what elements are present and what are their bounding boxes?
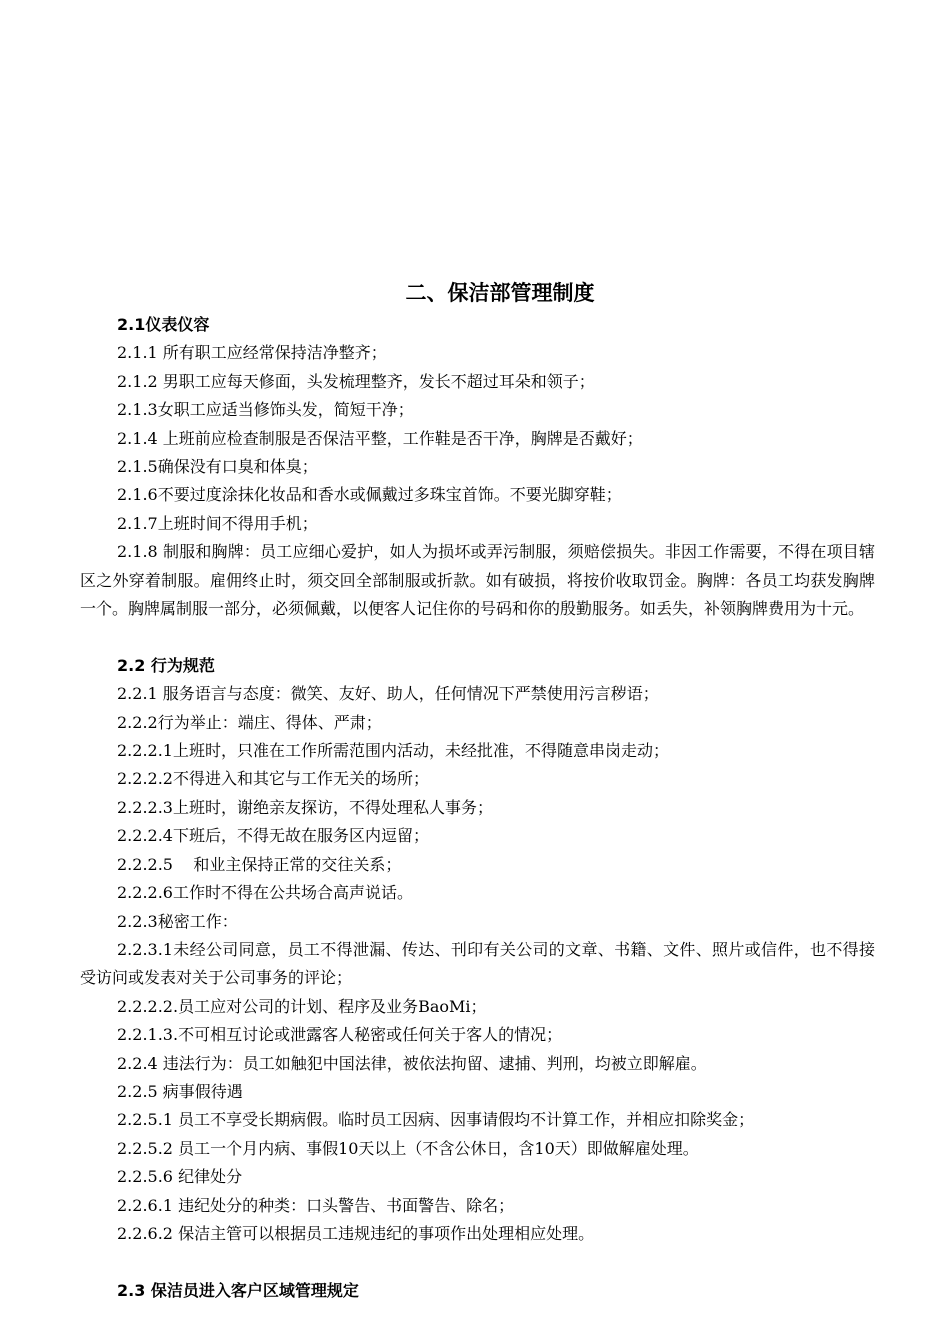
clause-2-2-2-5: 2.2.2.5 和业主保持正常的交往关系；	[117, 854, 402, 874]
clause-2-2-2-2: 2.2.2.2不得进入和其它与工作无关的场所；	[117, 769, 429, 789]
clause-2-2-1: 2.2.1 服务语言与态度：微笑、友好、助人，任何情况下严禁使用污言秽语；	[117, 684, 659, 704]
document-body	[80, 311, 875, 1305]
clause-2-2-2: 2.2.2行为举止：端庄、得体、严肃；	[117, 712, 382, 732]
clause-2-2-5-6: 2.2.5.6 纪律处分	[117, 1167, 243, 1187]
clause-2-2-5: 2.2.5 病事假待遇	[117, 1081, 243, 1101]
clause-2-1-1: 2.1.1 所有职工应经常保持洁净整齐；	[117, 343, 387, 363]
clause-2-1-4: 2.1.4 上班前应检查制服是否保洁平整，工作鞋是否干净，胸牌是否戴好；	[117, 428, 643, 448]
clause-2-2-5-2: 2.2.5.2 员工一个月内病、事假10天以上（不含公休日，含10天）即做解雇处理。	[117, 1138, 699, 1158]
clause-2-2-2-3: 2.2.2.3上班时，谢绝亲友探访，不得处理私人事务；	[117, 797, 493, 817]
clause-2-2-2-2-b: 2.2.2.2.员工应对公司的计划、程序及业务BaoMi；	[117, 996, 487, 1016]
clause-2-2-4: 2.2.4 违法行为：员工如触犯中国法律，被依法拘留、逮捕、判刑，均被立即解雇。	[117, 1053, 707, 1073]
clause-2-1-6: 2.1.6不要过度涂抹化妆品和香水或佩戴过多珠宝首饰。不要光脚穿鞋；	[117, 485, 622, 505]
clause-2-2-3: 2.2.3秘密工作：	[117, 911, 238, 931]
spacer	[80, 623, 875, 651]
clause-2-2-1-3: 2.2.1.3.不可相互讨论或泄露客人秘密或任何关于客人的情况；	[117, 1025, 563, 1045]
clause-2-1-5: 2.1.5确保没有口臭和体臭；	[117, 457, 318, 477]
clause-2-2-2-1: 2.2.2.1上班时，只准在工作所需范围内活动，未经批准，不得随意串岗走动；	[117, 741, 669, 761]
section-heading-2-1: 2.1仪表仪容	[117, 315, 210, 334]
clause-2-1-3: 2.1.3女职工应适当修饰头发，简短干净；	[117, 400, 414, 420]
clause-2-2-6-1: 2.2.6.1 违纪处分的种类：口头警告、书面警告、除名；	[117, 1195, 515, 1215]
clause-2-2-5-1: 2.2.5.1 员工不享受长期病假。临时员工因病、因事请假均不计算工作，并相应扣除奖金；	[117, 1110, 755, 1130]
clause-2-1-2: 2.1.2 男职工应每天修面，头发梳理整齐，发长不超过耳朵和领子；	[117, 371, 595, 391]
section-heading-2-2: 2.2 行为规范	[117, 655, 215, 675]
spacer	[80, 1248, 875, 1276]
clause-2-2-3-1: 2.2.3.1未经公司同意，员工不得泄漏、传达、刊印有关公司的文章、书籍、文件、照片或信件，也不得接受访问或发表对关于公司事务的评论；	[80, 939, 875, 988]
clause-2-2-6-2: 2.2.6.2 保洁主管可以根据员工违规违纪的事项作出处理相应处理。	[117, 1223, 595, 1243]
clause-2-1-8: 2.1.8 制服和胸牌：员工应细心爱护，如人为损坏或弄污制服，须赔偿损失。非因工作需要，不得在项目辖区之外穿着制服。雇佣终止时，须交回全部制服或折款。如有破损，将按价收取罚金。胸牌：各员工均获发胸牌一个。胸牌属制服一部分，必须佩戴，以便客人记住你的号码和你的殷勤服务。如丢失，补领胸牌费用为十元。	[80, 542, 875, 619]
clause-2-1-7: 2.1.7上班时间不得用手机；	[117, 513, 318, 533]
section-heading-2-3: 2.3 保洁员进入客户区域管理规定	[117, 1280, 359, 1300]
clause-2-2-2-6: 2.2.2.6工作时不得在公共场合高声说话。	[117, 883, 413, 903]
clause-2-2-2-4: 2.2.2.4下班后，不得无故在服务区内逗留；	[117, 826, 429, 846]
document-title: 二、保洁部管理制度	[405, 281, 595, 305]
